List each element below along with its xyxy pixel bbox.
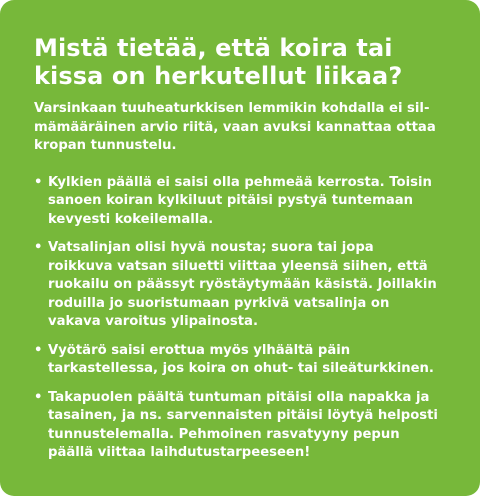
bullet-line: tasainen, ja ns. sarvennaisten pitäisi löytyä helposti [48, 408, 438, 423]
intro-line-2: mämääräinen arvio riitä, vaan avuksi kannattaa ottaa [34, 119, 436, 135]
bullet-line: tarkastellessa, jos koira on ohut- tai sileäturkkinen. [48, 361, 434, 376]
bullet-line: Vatsalinjan olisi hyvä nousta; suora tai jopa [48, 240, 374, 255]
bullet-line: Vyötärö saisi erottua myös ylhäältä päin [48, 342, 351, 358]
bullet-line: Kylkien päällä ei saisi olla pehmeää kerrosta. Toisin [48, 174, 432, 190]
bullet-line: tunnustelemalla. Pehmoinen rasvatyyny pepun [48, 426, 400, 442]
bullet-line: roduilla jo suoristumaan pyrkivä vatsalinja on [48, 295, 390, 311]
bullet-line: kevyesti kokeilemalla. [48, 211, 214, 227]
bullet-dot-icon: • [34, 240, 43, 255]
bullet-line: Takapuolen päältä tuntuman pitäisi olla napakka ja [48, 389, 430, 405]
bullet-line: sanoen koiran kylkiluut pitäisi pystyä tuntemaan [48, 193, 414, 208]
intro-line-1: Varsinkaan tuuheaturkkisen lemmikin kohdalla ei sil- [34, 101, 430, 116]
bullet-line: vakava varoitus ylipainosta. [48, 314, 258, 329]
bullet-item-rear [34, 389, 454, 463]
intro-paragraph [34, 100, 454, 156]
card-title-line-2: kissa on herkutellut liikaa? [34, 62, 403, 90]
bullet-list [34, 174, 454, 463]
bullet-dot-icon: • [34, 174, 43, 190]
bullet-dot-icon: • [34, 342, 43, 358]
bullet-dot-icon: • [34, 389, 43, 405]
intro-line-3: kropan tunnustelu. [34, 138, 177, 153]
card-title [34, 34, 454, 90]
bullet-line: ruokailu on päässyt ryöstäytymään käsistä. Joillakin [48, 277, 437, 292]
card-title-line-1: Mistä tietää, että koira tai [34, 34, 393, 62]
bullet-item-flanks [34, 174, 454, 230]
bullet-line: roikkuva vatsan siluetti viittaa yleensä siihen, että [48, 258, 428, 274]
bullet-item-waist [34, 342, 454, 379]
bullet-line: päällä viittaa laihdutustarpeeseen! [48, 445, 311, 460]
bullet-item-belly [34, 239, 454, 332]
